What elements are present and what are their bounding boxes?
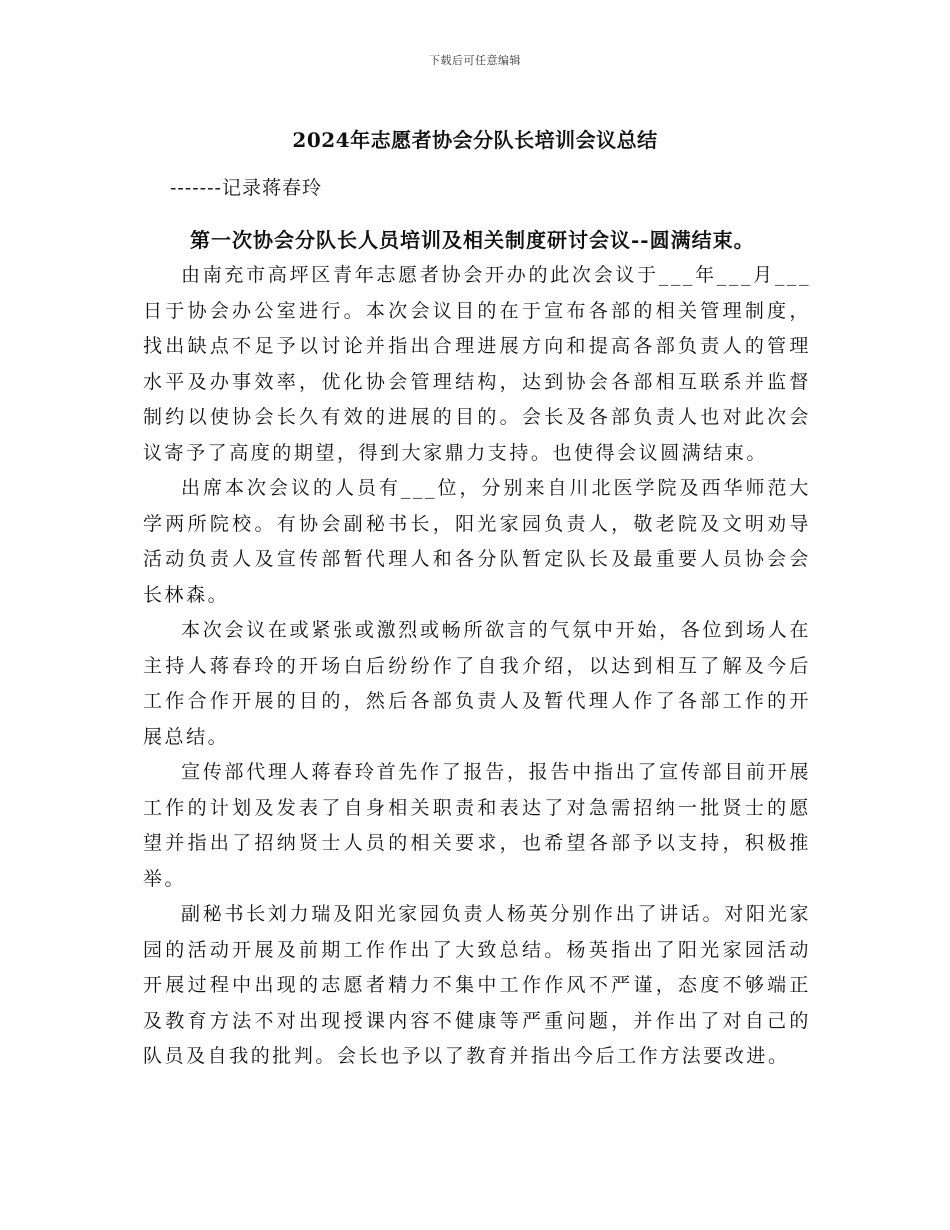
paragraph-2: 出席本次会议的人员有___位，分别来自川北医学院及西华师范大学两所院校。有协会副秘书长，阳光家园负责人，敬老院及文明劝导活动负责人及宣传部暂代理人和各分队暂定队长及最重要人员协会会长林森。 [143,477,811,606]
body-text [143,258,811,1075]
paragraph-5: 副秘书长刘力瑞及阳光家园负责人杨英分别作出了讲话。对阳光家园的活动开展及前期工作作出了大致总结。杨英指出了阳光家园活动开展过程中出现的志愿者精力不集中工作作风不严谨，态度不够端正及教育方法不对出现授课内容不健康等严重问题，并作出了对自己的队员及自我的批判。会长也予以了教育并指出今后工作方法要改进。 [143,903,811,1067]
document-title: 2024年志愿者协会分队长培训会议总结 [292,128,658,152]
section-subtitle: 第一次协会分队长人员培训及相关制度研讨会议--圆满结束。 [190,228,755,252]
header-note: 下载后可任意编辑 [429,54,521,67]
paragraph-4: 宣传部代理人蒋春玲首先作了报告，报告中指出了宣传部目前开展工作的计划及发表了自身相关职责和表达了对急需招纳一批贤士的愿望并指出了招纳贤士人员的相关要求，也希望各部予以支持，积极推举。 [143,761,811,890]
paragraph-3: 本次会议在或紧张或激烈或畅所欲言的气氛中开始，各位到场人在主持人蒋春玲的开场白后纷纷作了自我介绍，以达到相互了解及今后工作合作开展的目的，然后各部负责人及暂代理人作了各部工作的开展总结。 [143,619,811,748]
recorder-line: -------记录蒋春玲 [170,177,322,199]
paragraph-1: 由南充市高坪区青年志愿者协会开办的此次会议于___年___月___日于协会办公室进行。本次会议目的在于宣布各部的相关管理制度，找出缺点不足予以讨论并指出合理进展方向和提高各部负责人的管理水平及办事效率，优化协会管理结构，达到协会各部相互联系并监督制约以使协会长久有效的进展的目的。会长及各部负责人也对此次会议寄予了高度的期望，得到大家鼎力支持。也使得会议圆满结束。 [143,264,811,464]
